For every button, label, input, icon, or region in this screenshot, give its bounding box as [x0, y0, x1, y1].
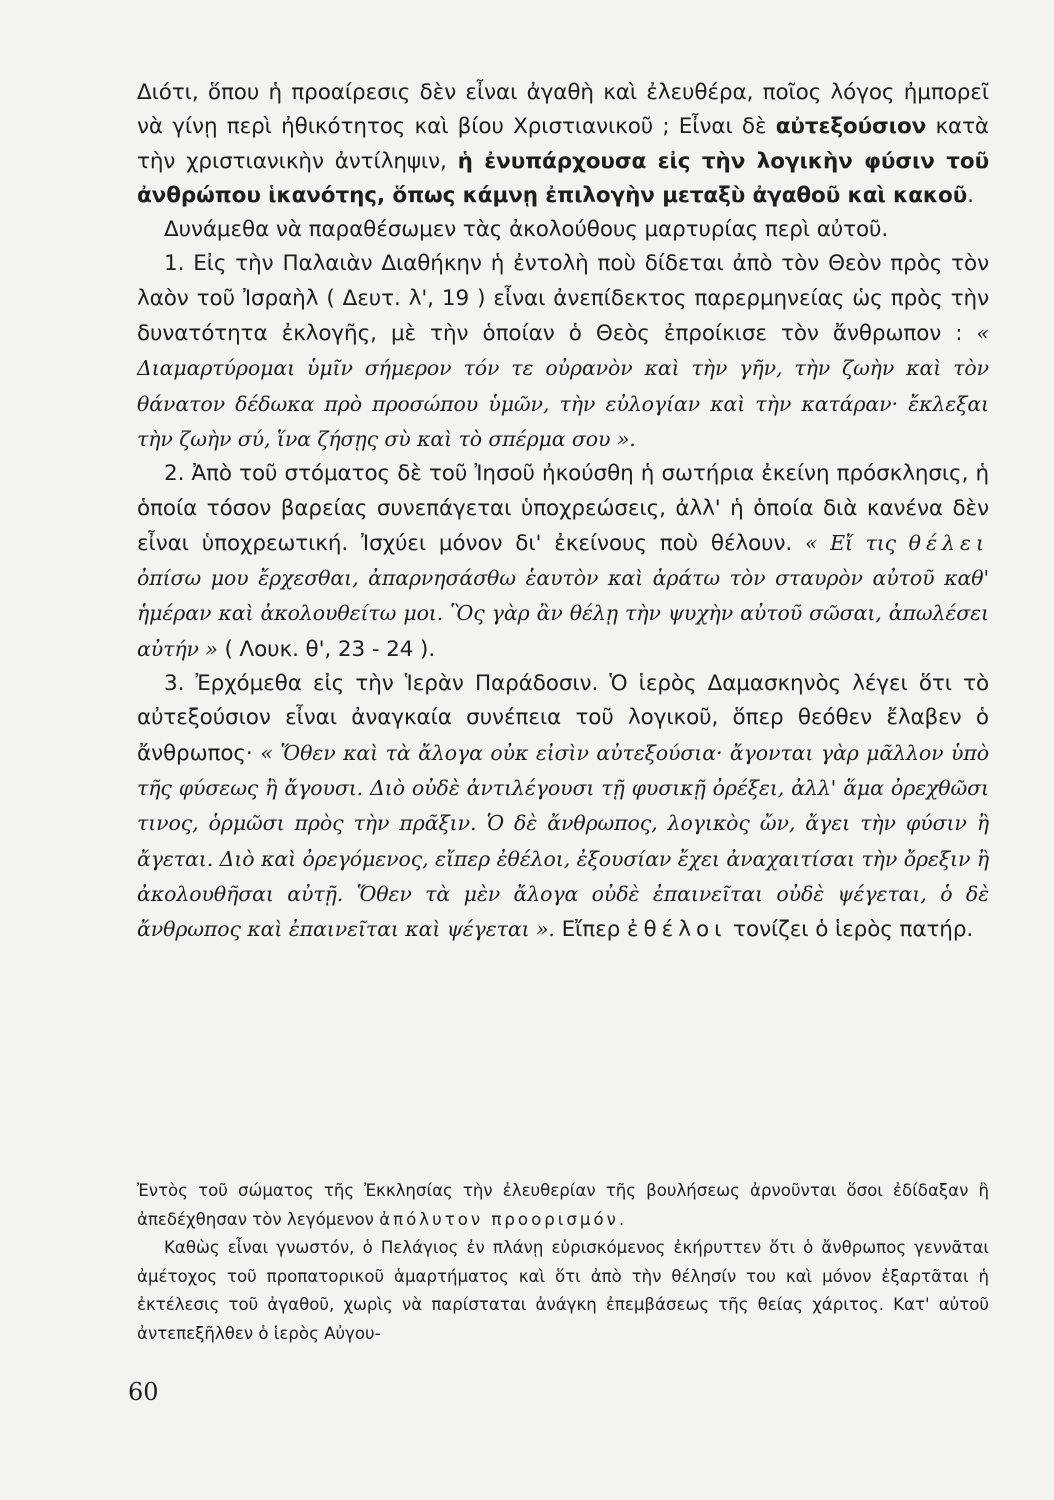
footnotes	[137, 1177, 989, 1348]
spaced-word-ethele: ἐθέλοι	[626, 917, 727, 943]
paragraph-intro: Διότι, ὅπου ἡ προαίρεσις δὲν εἶναι ἀγαθὴ καὶ ἐλευθέρα, ποῖος λόγος ἠμπορεῖ νὰ γίνῃ περὶ ἠθικότητος καὶ βίου Χριστιανικοῦ ; Εἶναι δὲ αὐτεξούσιον κατὰ τὴν χριστιανικὴν ἀντίληψιν, ἡ ἐνυπάρχουσα εἰς τὴν λογικὴν φύσιν τοῦ ἀνθρώπου ἱκανότης, ὅπως κάμνῃ ἐπιλογὴν μεταξὺ ἀγαθοῦ καὶ κακοῦ.	[137, 80, 990, 208]
footnote-1: Ἐντὸς τοῦ σώματος τῆς Ἐκκλησίας τὴν ἐλευθερίαν τῆς βουλήσεως ἀρνοῦνται ὅσοι ἐδίδαξαν ἢ ἀπεδέχθησαν τὸν λεγόμενον ἀπόλυτον προορισμόν.	[137, 1181, 989, 1229]
item-2-gospel: 2. Ἀπὸ τοῦ στόματος δὲ τοῦ Ἰησοῦ ἠκούσθη ἡ σωτήρια ἐκείνη πρόσκλησις, ἡ ὁποία τόσον βαρείας συνεπάγεται ὑποχρεώσεις, ἀλλ' ἡ ὁποία διὰ κανένα δὲν εἶναι ὑποχρεωτική. Ἰσχύει μόνον δι' ἐκείνους ποὺ θέλουν. « Εἴ τις θέλει ὀπίσω μου ἔρχεσθαι, ἀπαρνησάσθω ἑαυτὸν καὶ ἀράτω τὸν σταυρὸν αὐτοῦ καθ' ἡμέραν καὶ ἀκολουθείτω μοι. Ὃς γὰρ ἂν θέλῃ τὴν ψυχὴν αὐτοῦ σῶσαι, ἀπωλέσει αὐτήν » ( Λουκ. θ', 23 - 24 ).	[137, 461, 989, 662]
main-text	[137, 76, 989, 947]
quote-damascene: « Ὅθεν καὶ τὰ ἄλογα οὐκ εἰσὶν αὐτεξούσια· ἄγονται γὰρ μᾶλλον ὑπὸ τῆς φύσεως ἢ ἄγουσι. Διὸ οὐδὲ ἀντιλέγουσι τῇ φυσικῇ ὀρέξει, ἀλλ' ἅμα ὀρεχθῶσι τινος, ὁρμῶσι πρὸς τὴν πρᾶξιν. Ὁ δὲ ἄνθρωπος, λογικὸς ὤν, ἄγει τὴν φύσιν ἢ ἄγεται. Διὸ καὶ ὀρεγόμενος, εἴπερ ἐθέλοι, ἐξουσίαν ἔχει ἀναχαιτίσαι τὴν ὄρεξιν ἢ ἀκολουθῆσαι αὐτῇ. Ὅθεν τὰ μὲν ἄλογα οὐδὲ ἐπαινεῖται οὐδὲ ψέγεται, ὁ δὲ ἄνθρωπος καὶ ἐπαινεῖται καὶ ψέγεται ».	[137, 740, 989, 942]
reference-luke: ( Λουκ. θ', 23 - 24 ).	[217, 636, 436, 662]
quote-deuteronomy: « Διαμαρτύρομαι ὑμῖν σήμερον τόν τε οὐρανὸν καὶ τὴν γῆν, τὴν ζωὴν καὶ τὸν θάνατον δέδωκα πρὸ προσώπου ὑμῶν, τὴν εὐλογίαν καὶ τὴν κατάραν· ἔκλεξαι τὴν ζωὴν σύ, ἵνα ζήσῃς σὺ καὶ τὸ σπέρμα σου ».	[137, 321, 989, 451]
page-number: 60	[128, 1378, 159, 1406]
spaced-term-predestination: ἀπόλυτον προορισμόν	[379, 1209, 619, 1229]
term-autexousion: αὐτεξούσιον	[775, 114, 927, 140]
item-3-tradition: 3. Ἐρχόμεθα εἰς τὴν Ἱερὰν Παράδοσιν. Ὁ ἱερὸς Δαμασκηνὸς λέγει ὅτι τὸ αὐτεξούσιον εἶναι ἀναγκαία συνέπεια τοῦ λογικοῦ, ὅπερ θεόθεν ἔλαβεν ὁ ἄνθρωπος· « Ὅθεν καὶ τὰ ἄλογα οὐκ εἰσὶν αὐτεξούσια· ἄγονται γὰρ μᾶλλον ὑπὸ τῆς φύσεως ἢ ἄγουσι. Διὸ οὐδὲ ἀντιλέγουσι τῇ φυσικῇ ὀρέξει, ἀλλ' ἅμα ὀρεχθῶσι τινος, ὁρμῶσι πρὸς τὴν πρᾶξιν. Ὁ δὲ ἄνθρωπος, λογικὸς ὤν, ἄγει τὴν φύσιν ἢ ἄγεται. Διὸ καὶ ὀρεγόμενος, εἴπερ ἐθέλοι, ἐξουσίαν ἔχει ἀναχαιτίσαι τὴν ὄρεξιν ἢ ἀκολουθῆσαι αὐτῇ. Ὅθεν τὰ μὲν ἄλογα οὐδὲ ἐπαινεῖται οὐδὲ ψέγεται, ὁ δὲ ἄνθρωπος καὶ ἐπαινεῖται καὶ ψέγεται ». Εἴπερ ἐθέλοι τονίζει ὁ ἱερὸς πατήρ.	[137, 671, 989, 943]
definition-bold: ἡ ἐνυπάρχουσα εἰς τὴν λογικὴν φύσιν τοῦ ἀνθρώπου ἱκανότης, ὅπως κάμνῃ ἐπιλογὴν μεταξὺ ἀγαθοῦ καὶ κακοῦ	[137, 148, 989, 208]
footnote-2: Καθὼς εἶναι γνωστόν, ὁ Πελάγιος ἐν πλάνῃ εὑρισκόμενος ἐκήρυττεν ὅτι ὁ ἄνθρωπος γεννᾶται ἀμέτοχος τοῦ προπατορικοῦ ἁμαρτήματος καὶ ὅτι ἀπὸ τὴν θέλησίν του καὶ μόνον ἐξαρτᾶται ἡ ἐκτέλεσις τοῦ ἀγαθοῦ, χωρὶς νὰ παρίσταται ἀνάγκη ἐπεμβάσεως τῆς θείας χάριτος. Κατ' αὐτοῦ ἀντεπεξῆλθεν ὁ ἱερὸς Αὐγου-	[137, 1238, 989, 1343]
quote-luke-rest: ὀπίσω μου ἔρχεσθαι, ἀπαρνησάσθω ἑαυτὸν καὶ ἀράτω τὸν σταυρὸν αὐτοῦ καθ' ἡμέραν καὶ ἀκολουθείτω μοι. Ὃς γὰρ ἂν θέλῃ τὴν ψυχὴν αὐτοῦ σῶσαι, ἀπωλέσει αὐτήν »	[137, 566, 989, 661]
quote-luke-start: « Εἴ τις	[805, 530, 909, 555]
spaced-word-thelei: θέλει	[908, 530, 989, 555]
paragraph-intro-2: Δυνάμεθα νὰ παραθέσωμεν τὰς ἀκολούθους μαρτυρίας περὶ αὐτοῦ.	[164, 217, 889, 243]
item-1-old-testament: 1. Εἰς τὴν Παλαιὰν Διαθήκην ἡ ἐντολὴ ποὺ δίδεται ἀπὸ τὸν Θεὸν πρὸς τὸν λαὸν τοῦ Ἰσραὴλ ( Δευτ. λ', 19 ) εἶναι ἀνεπίδεκτος παρερμηνείας ὡς πρὸς τὴν δυνατότητα ἐκλογῆς, μὲ τὴν ὁποίαν ὁ Θεὸς ἐπροίκισε τὸν ἄνθρωπον : « Διαμαρτύρομαι ὑμῖν σήμερον τόν τε οὐρανὸν καὶ τὴν γῆν, τὴν ζωὴν καὶ τὸν θάνατον δέδωκα πρὸ προσώπου ὑμῶν, τὴν εὐλογίαν καὶ τὴν κατάραν· ἔκλεξαι τὴν ζωὴν σύ, ἵνα ζήσῃς σὺ καὶ τὸ σπέρμα σου ».	[137, 251, 989, 451]
